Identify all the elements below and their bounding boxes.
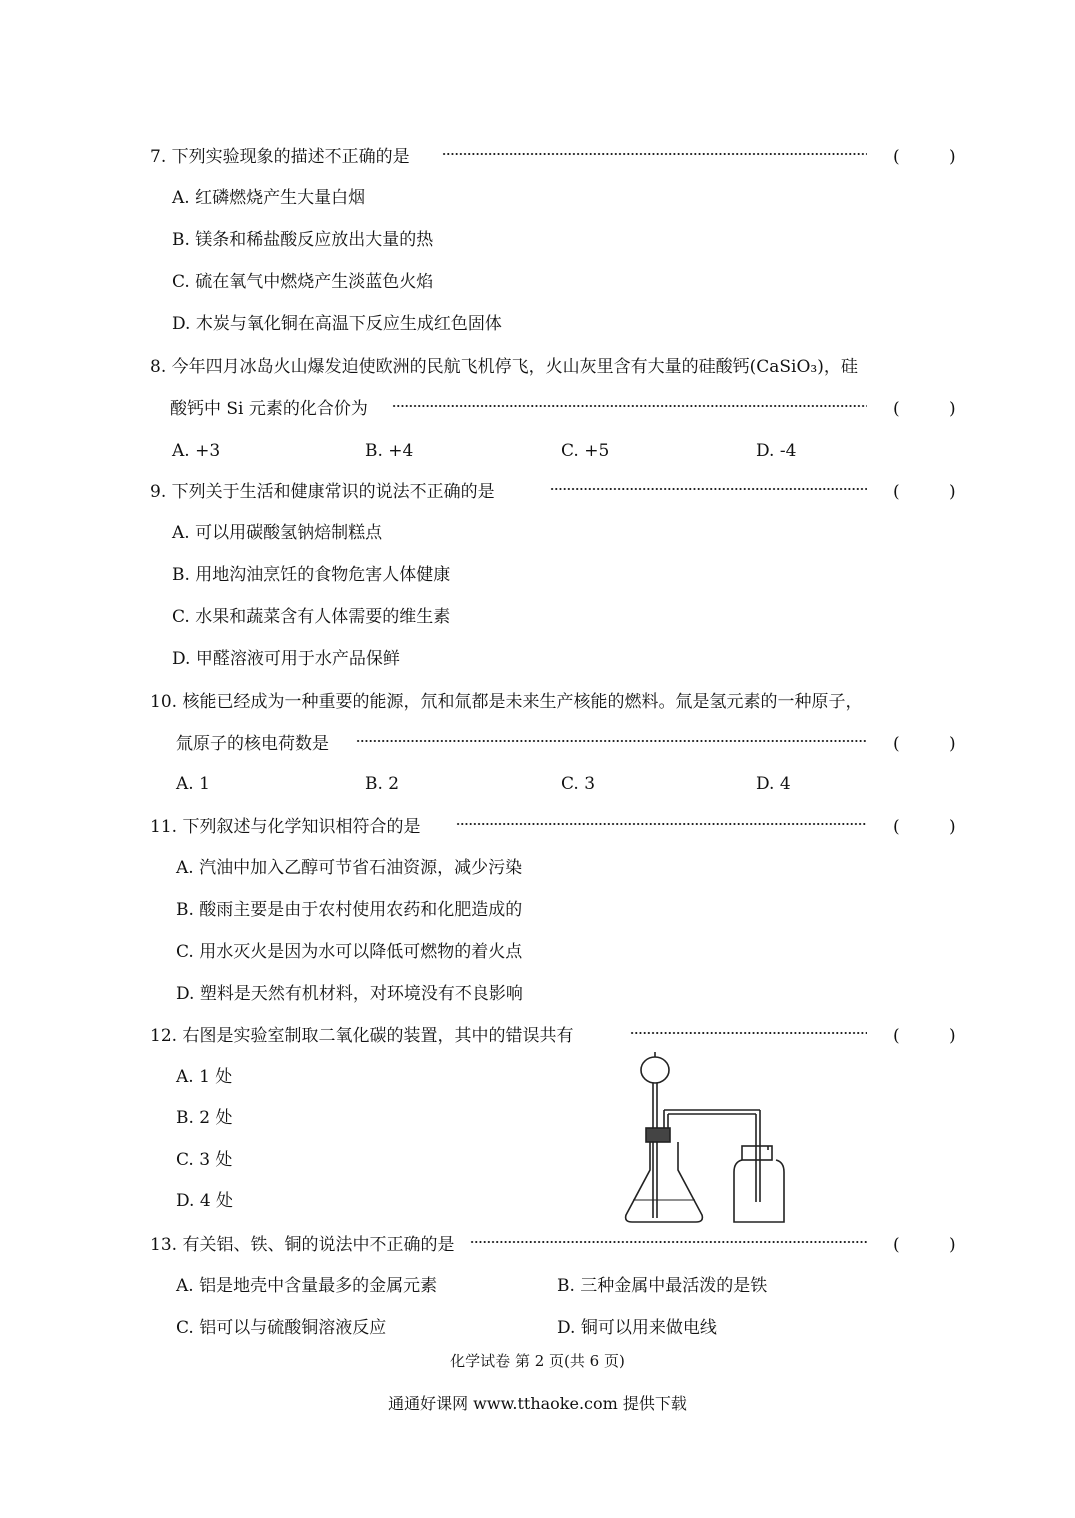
option-c: C. 用水灭火是因为水可以降低可燃物的着火点 (176, 942, 523, 962)
option-c: C. 铝可以与硫酸铜溶液反应 (176, 1318, 387, 1338)
option-d: D. 木炭与氧化铜在高温下反应生成红色固体 (172, 314, 502, 334)
option-c: C. 水果和蔬菜含有人体需要的维生素 (172, 607, 451, 627)
question-8-stem-line1: 8. 今年四月冰岛火山爆发迫使欧洲的民航飞机停飞，火山灰里含有大量的硅酸钙(CaSiO₃)，硅 (150, 357, 858, 377)
leader-dots (442, 153, 867, 155)
option-a: A. 1 (176, 774, 210, 794)
option-d: D. 塑料是天然有机材料，对环境没有不良影响 (176, 984, 523, 1004)
option-b: B. 用地沟油烹饪的食物危害人体健康 (172, 565, 451, 585)
option-b: B. 2 处 (176, 1108, 233, 1128)
option-a: A. +3 (172, 441, 221, 461)
question-7-stem: 7. 下列实验现象的描述不正确的是 ( ) (150, 147, 956, 167)
question-13-stem: 13. 有关铝、铁、铜的说法中不正确的是 ( ) (150, 1235, 956, 1255)
option-c: C. 3 处 (176, 1150, 233, 1170)
option-a: A. 汽油中加入乙醇可节省石油资源，减少污染 (176, 858, 523, 878)
option-b: B. 酸雨主要是由于农村使用农药和化肥造成的 (176, 900, 523, 920)
gas-jar (734, 1160, 784, 1222)
question-text: 氚原子的核电荷数是 (176, 733, 335, 755)
funnel-bulb (641, 1057, 669, 1083)
question-9-stem: 9. 下列关于生活和健康常识的说法不正确的是 ( ) (150, 482, 956, 502)
option-d: D. 甲醛溶液可用于水产品保鲜 (172, 649, 400, 669)
question-12-stem: 12. 右图是实验室制取二氧化碳的装置，其中的错误共有 ( ) (150, 1026, 956, 1046)
option-a: A. 1 处 (176, 1067, 233, 1087)
option-b: B. +4 (365, 441, 414, 461)
option-d: D. -4 (756, 441, 797, 461)
question-text: 11. 下列叙述与化学知识相符合的是 (150, 816, 426, 838)
option-b: B. 镁条和稀盐酸反应放出大量的热 (172, 230, 434, 250)
leader-dots (630, 1032, 867, 1034)
leader-dots (470, 1241, 867, 1243)
leader-dots (392, 405, 867, 407)
question-8-stem: 酸钙中 Si 元素的化合价为 ( ) (170, 399, 956, 419)
question-text: 13. 有关铝、铁、铜的说法中不正确的是 (150, 1234, 460, 1256)
option-c: C. +5 (561, 441, 610, 461)
option-c: C. 3 (561, 774, 596, 794)
question-11-stem: 11. 下列叙述与化学知识相符合的是 ( ) (150, 817, 956, 837)
leader-dots (550, 488, 867, 490)
download-source-line: 通通好课网 www.tthaoke.com 提供下载 (388, 1394, 687, 1413)
question-10-stem: 氚原子的核电荷数是 ( ) (176, 734, 956, 754)
option-d: D. 铜可以用来做电线 (557, 1318, 717, 1338)
option-c: C. 硫在氧气中燃烧产生淡蓝色火焰 (172, 272, 434, 292)
option-d: D. 4 (756, 774, 791, 794)
option-a: A. 可以用碳酸氢钠焙制糕点 (172, 523, 383, 543)
question-10-stem-line1: 10. 核能已经成为一种重要的能源，氘和氚都是未来生产核能的燃料。氚是氢元素的一种原子， (150, 692, 863, 712)
option-b: B. 三种金属中最活泼的是铁 (557, 1276, 768, 1296)
question-text: 12. 右图是实验室制取二氧化碳的装置，其中的错误共有 (150, 1025, 579, 1047)
co2-apparatus-figure (610, 1050, 820, 1235)
option-a: A. 铝是地壳中含量最多的金属元素 (176, 1276, 438, 1296)
conical-flask (626, 1142, 703, 1222)
option-b: B. 2 (365, 774, 400, 794)
option-d: D. 4 处 (176, 1191, 234, 1211)
page-number-label: 化学试卷 第 2 页(共 6 页) (450, 1352, 625, 1370)
rubber-stopper (646, 1128, 670, 1142)
leader-dots (356, 740, 867, 742)
question-text: 7. 下列实验现象的描述不正确的是 (150, 146, 416, 168)
option-a: A. 红磷燃烧产生大量白烟 (172, 188, 366, 208)
question-text: 9. 下列关于生活和健康常识的说法不正确的是 (150, 481, 501, 503)
leader-dots (456, 823, 867, 825)
question-text: 酸钙中 Si 元素的化合价为 (170, 398, 374, 420)
